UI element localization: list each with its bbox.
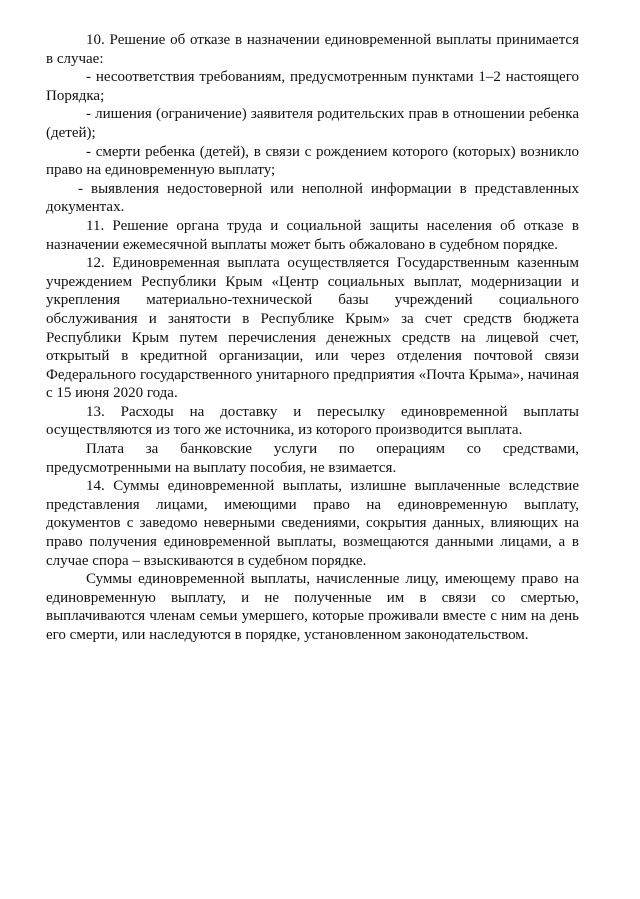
paragraph-14-overpayment: 14. Суммы единовременной выплаты, излишне выплаченные вследствие представления лицами, имеющими право на единовременную выплату, документов с заведомо неверными сведениями, сокрытия данных, влияющих на право получения единовременной выплаты, возмещаются данными лицами, а в случае спора – взыскиваются в судебном порядке.: [46, 478, 579, 569]
paragraph-10-refusal-intro: 10. Решение об отказе в назначении единовременной выплаты принимается в случае:: [46, 32, 579, 67]
paragraph-12-payment-agency: 12. Единовременная выплата осуществляется Государственным казенным учреждением Республики Крым «Центр социальных выплат, модернизации и укрепления материально-технической базы учреждений социального обслуживания и занятости в Республике Крым» за счет средств бюджета Республики Крым путем перечисления денежных средств на лицевой счет, открытый в кредитной организации, или через отделения почтовой связи Федерального государственного унитарного предприятия «Почта Крыма», начиная с 15 июня 2020 года.: [46, 255, 579, 402]
list-item-noncompliance: - несоответствия требованиям, предусмотренным пунктами 1–2 настоящего Порядка;: [46, 69, 579, 104]
list-item-false-info: - выявления недостоверной или неполной информации в представленных документах.: [46, 180, 579, 216]
paragraph-bank-fees: Плата за банковские услуги по операциям со средствами, предусмотренными на выплату пособия, не взимается.: [46, 441, 579, 476]
list-item-child-death: - смерти ребенка (детей), в связи с рождением которого (которых) возникло право на единовременную выплату;: [46, 143, 579, 179]
list-item-parental-rights: - лишения (ограничение) заявителя родительских прав в отношении ребенка (детей);: [46, 106, 579, 141]
document-page: [46, 31, 579, 645]
paragraph-unpaid-sums-inheritance: Суммы единовременной выплаты, начисленные лицу, имеющему право на единовременную выплату, и не полученные им в связи со смертью, выплачиваются членам семьи умершего, которые проживали вместе с ним на день его смерти, или наследуются в порядке, установленном законодательством.: [46, 571, 579, 643]
paragraph-11-appeal: 11. Решение органа труда и социальной защиты населения об отказе в назначении ежемесячной выплаты может быть обжаловано в судебном порядке.: [46, 217, 579, 253]
paragraph-13-delivery-costs: 13. Расходы на доставку и пересылку единовременной выплаты осуществляются из того же источника, из которого производится выплата.: [46, 403, 579, 439]
